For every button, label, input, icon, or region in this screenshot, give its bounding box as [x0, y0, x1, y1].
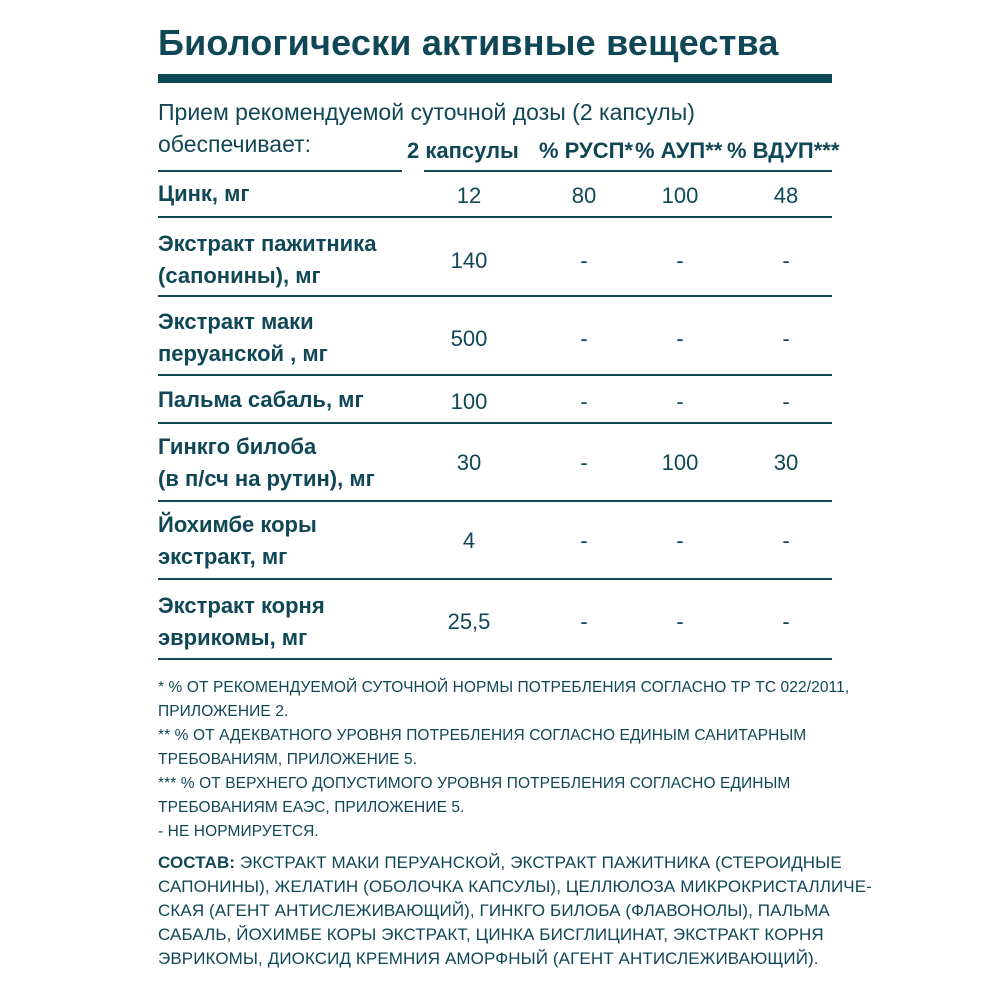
row-name-saw-palmetto — [158, 384, 364, 416]
composition-line — [158, 851, 872, 875]
table-cell: 12 — [456, 183, 482, 208]
table-cell: 140 — [450, 248, 488, 273]
table-cell: - — [580, 326, 588, 351]
row-name-line: Экстракт маки — [158, 309, 314, 334]
header-rule-name — [158, 170, 402, 172]
row-divider — [158, 374, 832, 376]
row-name-maca — [158, 306, 328, 370]
row-name-line: Экстракт пажитника — [158, 231, 377, 256]
footnote-line: ПРИЛОЖЕНИЕ 2. — [158, 703, 289, 720]
header-rule-values — [424, 170, 832, 172]
table-cell: - — [676, 528, 684, 553]
row-name-zinc — [158, 178, 250, 210]
composition-label: СОСТАВ: — [158, 853, 236, 872]
composition-text: ЭКСТРАКТ МАКИ ПЕРУАНСКОЙ, ЭКСТРАКТ ПАЖИТНИКА (СТЕРОИДНЫЕ — [235, 853, 842, 872]
composition-line: СКАЯ (АГЕНТ АНТИСЛЕЖИВАЮЩИЙ), ГИНКГО БИЛОБА (ФЛАВОНОЛЫ), ПАЛЬМА — [158, 901, 830, 920]
table-cell: - — [580, 609, 588, 634]
row-divider — [158, 295, 832, 297]
intro-line-2: обеспечивает: — [158, 131, 312, 157]
table-cell: - — [580, 528, 588, 553]
table-cell: - — [676, 248, 684, 273]
table-cell: 4 — [462, 528, 476, 553]
row-name-line: перуанской , мг — [158, 341, 328, 366]
table-cell: 25,5 — [447, 609, 491, 634]
table-cell: 30 — [773, 450, 799, 475]
table-cell: 80 — [571, 183, 597, 208]
column-header-capsules: 2 капсулы — [407, 138, 519, 163]
table-cell: 100 — [661, 183, 699, 208]
row-name-line: Пальма сабаль, мг — [158, 387, 364, 412]
composition-line: САБАЛЬ, ЙОХИМБЕ КОРЫ ЭКСТРАКТ, ЦИНКА БИСГЛИЦИНАТ, ЭКСТРАКТ КОРНЯ — [158, 925, 824, 944]
composition-line: ЭВРИКОМЫ, ДИОКСИД КРЕМНИЯ АМОРФНЫЙ (АГЕНТ АНТИСЛЕЖИВАЮЩИЙ). — [158, 949, 819, 968]
footnote-line: ТРЕБОВАНИЯМ ЕАЭС, ПРИЛОЖЕНИЕ 5. — [158, 799, 465, 816]
footnote-line: - НЕ НОРМИРУЕТСЯ. — [158, 823, 319, 840]
table-cell: - — [782, 389, 790, 414]
table-cell: - — [580, 389, 588, 414]
composition — [158, 851, 872, 971]
page-title: Биологически активные вещества — [158, 22, 779, 63]
column-header-vdup: % ВДУП*** — [727, 138, 840, 163]
title-underline — [158, 74, 832, 83]
table-cell: 30 — [456, 450, 482, 475]
table-cell: 100 — [661, 450, 699, 475]
intro-line-1: Прием рекомендуемой суточной дозы (2 капсулы) — [158, 99, 695, 125]
row-name-line: Йохимбе коры — [158, 512, 317, 537]
composition-line: САПОНИНЫ), ЖЕЛАТИН (ОБОЛОЧКА КАПСУЛЫ), ЦЕЛЛЮЛОЗА МИКРОКРИСТАЛЛИЧЕ- — [158, 877, 872, 896]
row-divider — [158, 500, 832, 502]
row-name-fenugreek — [158, 228, 376, 292]
row-name-line: Экстракт корня — [158, 593, 325, 618]
table-cell: 500 — [450, 326, 488, 351]
table-cell: - — [580, 248, 588, 273]
table-cell: - — [676, 326, 684, 351]
table-cell: - — [782, 528, 790, 553]
row-name-yohimbe — [158, 509, 317, 573]
row-divider — [158, 216, 832, 218]
column-header-rusp: % РУСП* — [539, 138, 634, 163]
table-cell: 48 — [773, 183, 799, 208]
table-bottom-rule — [158, 658, 832, 660]
row-name-line: (сапонины), мг — [158, 263, 321, 288]
row-name-line: экстракт, мг — [158, 544, 288, 569]
footnote-line: ТРЕБОВАНИЯМ, ПРИЛОЖЕНИЕ 5. — [158, 751, 418, 768]
table-cell: - — [676, 609, 684, 634]
footnote-line: * % ОТ РЕКОМЕНДУЕМОЙ СУТОЧНОЙ НОРМЫ ПОТРЕБЛЕНИЯ СОГЛАСНО ТР ТС 022/2011, — [158, 679, 850, 696]
row-divider — [158, 578, 832, 580]
row-name-line: (в п/сч на рутин), мг — [158, 466, 375, 491]
footnotes — [158, 676, 849, 844]
table-cell: - — [782, 326, 790, 351]
row-name-eurycoma — [158, 590, 325, 654]
table-cell: - — [676, 389, 684, 414]
row-divider — [158, 422, 832, 424]
row-name-line: Гинкго билоба — [158, 434, 317, 459]
table-cell: - — [782, 609, 790, 634]
table-cell: - — [782, 248, 790, 273]
footnote-line: ** % ОТ АДЕКВАТНОГО УРОВНЯ ПОТРЕБЛЕНИЯ СОГЛАСНО ЕДИНЫМ САНИТАРНЫМ — [158, 727, 807, 744]
row-name-line: эврикомы, мг — [158, 625, 308, 650]
row-name-line: Цинк, мг — [158, 181, 250, 206]
row-name-ginkgo — [158, 431, 375, 495]
table-cell: - — [580, 450, 588, 475]
column-header-aup: % АУП** — [635, 138, 723, 163]
footnote-line: *** % ОТ ВЕРХНЕГО ДОПУСТИМОГО УРОВНЯ ПОТРЕБЛЕНИЯ СОГЛАСНО ЕДИНЫМ — [158, 775, 791, 792]
table-cell: 100 — [450, 389, 488, 414]
